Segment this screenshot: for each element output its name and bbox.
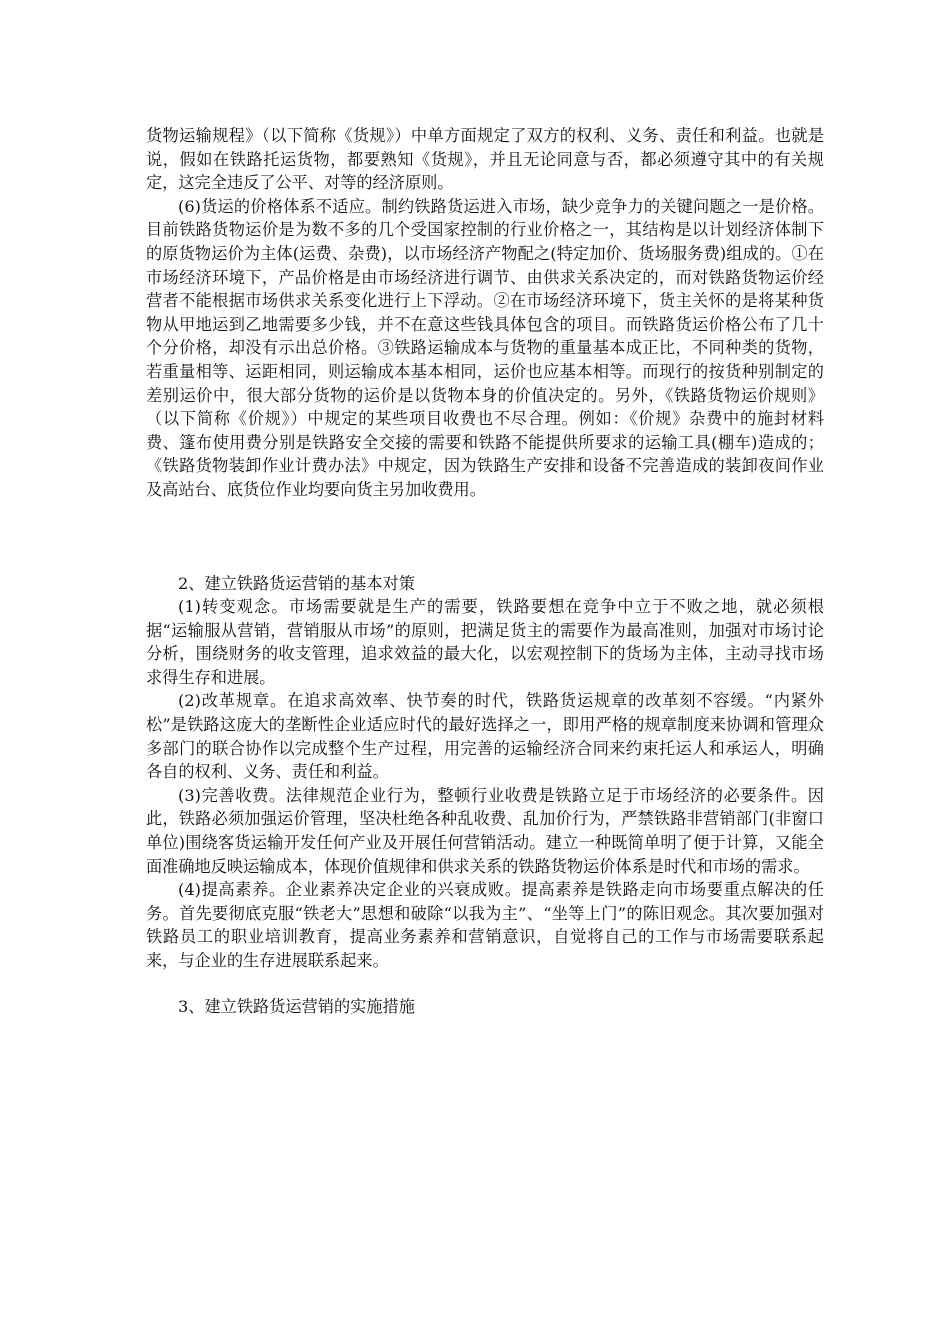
paragraph-improve-quality: (4)提高素养。企业素养决定企业的兴衰成败。提高素养是铁路走向市场要重点解决的任务。首先要彻底克服“铁老大”思想和破除“以我为主”、“坐等上门”的陈旧观念。其次要加强对铁路员工的职业培训教育，提高业务素养和营销意识，自觉将自己的工作与市场需要联系起来，与企业的生存进展联系起来。 xyxy=(146,880,824,970)
paragraph-continuation: 货物运输规程》（以下简称《货规》）中单方面规定了双方的权利、义务、责任和利益。也就是说，假如在铁路托运货物，都要熟知《货规》，并且无论同意与否，都必须遵守其中的有关规定，这完全违反了公平、对等的经济原则。 xyxy=(146,126,824,193)
section-heading-basic-strategies: 2、建立铁路货运营销的基本对策 xyxy=(178,573,415,593)
paragraph-change-concepts: (1)转变观念。市场需要就是生产的需要，铁路要想在竞争中立于不败之地，就必须根据“运输服从营销，营销服从市场”的原则，把满足货主的需要作为最高准则，加强对市场讨论分析，围绕财务的收支管理，追求效益的最大化，以宏观控制下的货场为主体，主动寻找市场求得生存和进展。 xyxy=(146,597,824,687)
paragraph-improve-charges: (3)完善收费。法律规范企业行为，整顿行业收费是铁路立足于市场经济的必要条件。因此，铁路必须加强运价管理，坚决杜绝各种乱收费、乱加价行为，严禁铁路非营销部门(非窗口单位)围绕客货运输开发任何产业及开展任何营销活动。建立一种既简单明了便于计算，又能全面准确地反映运输成本，体现价值规律和供求关系的铁路货物运价体系是时代和市场的需求。 xyxy=(146,785,824,876)
document-body xyxy=(146,124,824,1018)
paragraph-freight-price-system: (6)货运的价格体系不适应。制约铁路货运进入市场，缺少竞争力的关键问题之一是价格。目前铁路货物运价是为数不多的几个受国家控制的行业价格之一，其结构是以计划经济体制下的原货物运价为主体(运费、杂费)，以市场经济产物配之(特定加价、货场服务费)组成的。①在市场经济环境下，产品价格是由市场经济进行调节、由供求关系决定的，而对铁路货物运价经营者不能根据市场供求关系变化进行上下浮动。②在市场经济环境下，货主关怀的是将某种货物从甲地运到乙地需要多少钱，并不在意这些钱具体包含的项目。而铁路货运价格公布了几十个分价格，却没有示出总价格。③铁路运输成本与货物的重量基本成正比，不同种类的货物，若重量相等、运距相同，则运输成本基本相同，运价也应基本相等。而现行的按货种别制定的差别运价中，很大部分货物的运价是以货物本身的价值决定的。另外，《铁路货物运价规则》（以下简称《价规》）中规定的某些项目收费也不尽合理。例如：《价规》杂费中的施封材料费、篷布使用费分别是铁路安全交接的需要和铁路不能提供所要求的运输工具(棚车)造成的；《铁路货物装卸作业计费办法》中规定，因为铁路生产安排和设备不完善造成的装卸夜间作业及高站台、底货位作业均要向货主另加收费用。 xyxy=(146,196,824,499)
section-spacer xyxy=(146,973,824,995)
paragraph-reform-regulations: (2)改革规章。在追求高效率、快节奏的时代，铁路货运规章的改革刻不容缓。“内紧外松”是铁路这庞大的垄断性企业适应时代的最好选择之一，即用严格的规章制度来协调和管理众多部门的联合协作以完成整个生产过程，用完善的运输经济合同来约束托运人和承运人，明确各自的权利、义务、责任和利益。 xyxy=(146,691,824,782)
section-heading-implementation-measures: 3、建立铁路货运营销的实施措施 xyxy=(178,996,415,1016)
section-spacer xyxy=(146,502,824,572)
